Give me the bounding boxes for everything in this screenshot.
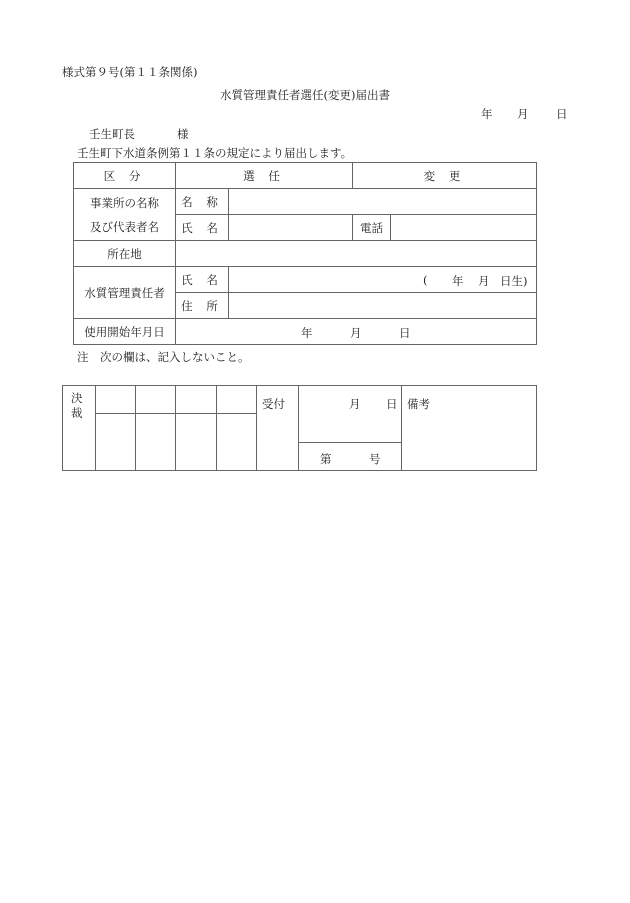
decision-label-2: 裁 bbox=[71, 406, 83, 420]
remarks-label: 備考 bbox=[407, 397, 430, 411]
start-year: 年 bbox=[301, 326, 313, 340]
note: 注 次の欄は、記入しないこと。 bbox=[77, 350, 250, 364]
phone-field[interactable] bbox=[391, 215, 536, 240]
phone-label: 電話 bbox=[360, 220, 383, 235]
start-date-label: 使用開始年月日 bbox=[84, 324, 165, 339]
birth-month: 月 bbox=[478, 274, 490, 288]
category-header: 区 分 bbox=[103, 168, 146, 183]
birth-day: 日生) bbox=[500, 274, 528, 288]
number-prefix: 第 bbox=[320, 452, 332, 466]
start-month: 月 bbox=[350, 326, 362, 340]
business-label bbox=[74, 189, 175, 240]
decision-label-1: 決 bbox=[71, 391, 83, 405]
representative-name-label: 氏 名 bbox=[181, 220, 223, 235]
birth-open: ( bbox=[423, 273, 428, 287]
date-month: 月 bbox=[517, 107, 529, 121]
manager-address-field[interactable] bbox=[229, 293, 536, 318]
location-field[interactable] bbox=[176, 241, 536, 266]
statement: 壬生町下水道条例第１１条の規定により届出します。 bbox=[77, 146, 353, 160]
manager-address-label: 住 所 bbox=[181, 298, 223, 313]
location-label: 所在地 bbox=[107, 246, 142, 261]
addressee: 壬生町長 bbox=[89, 127, 135, 141]
document-title: 水質管理責任者選任(変更)届出書 bbox=[220, 88, 390, 102]
business-name-field[interactable] bbox=[229, 189, 536, 214]
business-name-label: 名 称 bbox=[181, 194, 223, 209]
manager-label: 水質管理責任者 bbox=[84, 285, 165, 300]
reception-label: 受付 bbox=[262, 397, 285, 411]
honorific: 様 bbox=[177, 127, 189, 141]
business-label-line1: 事業所の名称 bbox=[90, 195, 159, 210]
change-option[interactable]: 変 更 bbox=[423, 168, 466, 183]
manager-name-label: 氏 名 bbox=[181, 272, 223, 287]
reception-month: 月 bbox=[349, 397, 361, 411]
number-suffix: 号 bbox=[369, 452, 381, 466]
representative-name-field[interactable] bbox=[229, 215, 352, 240]
birth-year: 年 bbox=[452, 274, 464, 288]
form-number: 様式第９号(第１１条関係) bbox=[62, 65, 198, 79]
manager-name-field[interactable] bbox=[229, 267, 536, 292]
date-year: 年 bbox=[481, 107, 493, 121]
appoint-option[interactable]: 選 任 bbox=[243, 168, 285, 183]
date-day: 日 bbox=[556, 107, 568, 121]
reception-day: 日 bbox=[386, 397, 398, 411]
start-day: 日 bbox=[399, 326, 411, 340]
business-label-line2: 及び代表者名 bbox=[90, 219, 159, 234]
